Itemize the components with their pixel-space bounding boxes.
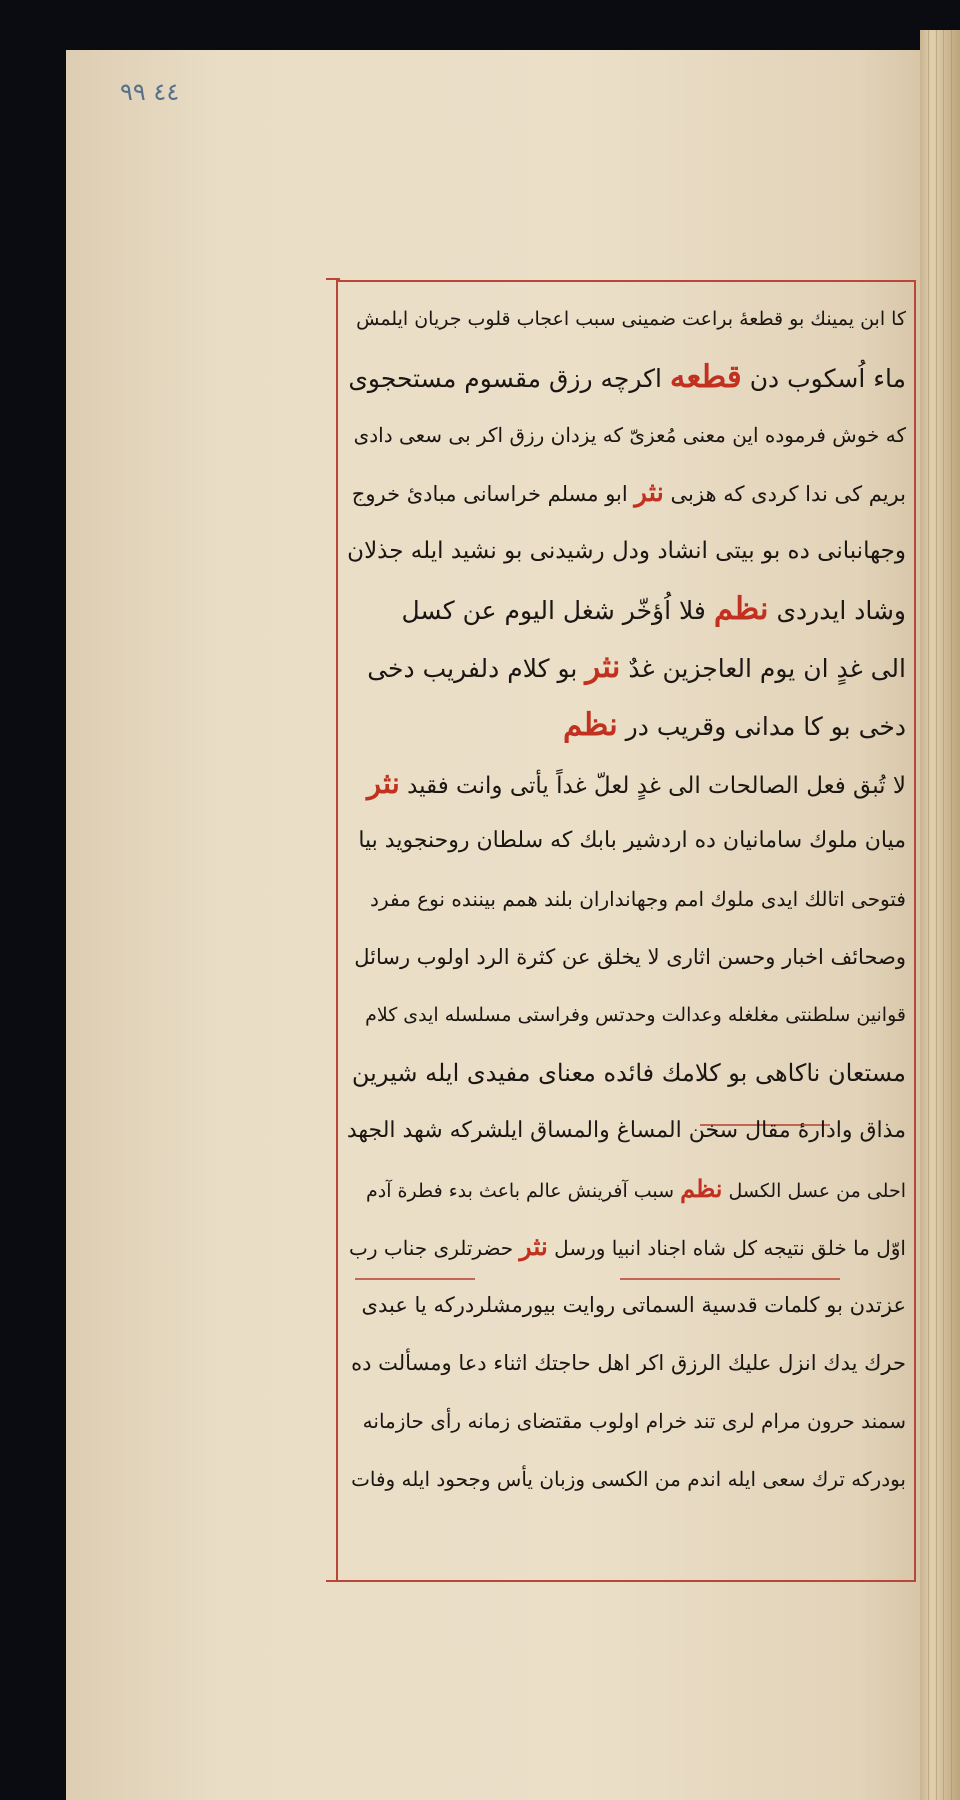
main-text-block xyxy=(346,290,906,1570)
text-line xyxy=(346,870,906,928)
text-line xyxy=(346,696,906,754)
text-segment: میان ملوك سامانیان ده اردشیر بابك که سلطان روحنجوید بیا xyxy=(358,828,906,853)
folio-number: ٤٤ ٩٩ xyxy=(120,78,180,106)
text-line xyxy=(346,522,906,580)
rubric-heading: نظم xyxy=(563,707,618,743)
frame-tick xyxy=(326,278,340,280)
text-segment: سمند حرون مرام لری تند خرام اولوب مقتضای زمانه رأی حازمانه xyxy=(362,1409,906,1433)
text-line xyxy=(346,754,906,812)
text-segment: فتوحی اتالك ایدی ملوك امم وجهانداران بلند همم بیننده نوع مفرد xyxy=(370,887,906,911)
text-segment: ابو مسلم خراسانی مبادیٔ خروج xyxy=(351,482,635,506)
text-segment: مستعان ناکاهی بو کلامك فائده معنای مفیدی ایله شیرین xyxy=(351,1059,906,1087)
rubric-heading: نثر xyxy=(519,1232,548,1261)
text-segment: عزتدن بو کلمات قدسیة السماتی روایت بیورمشلردرکه یا عبدی xyxy=(361,1293,906,1317)
page-edge xyxy=(920,30,960,1800)
text-segment: قوانین سلطنتی مغلغله وعدالت وحدتس وفراستی مسلسله ایدی کلام xyxy=(365,1004,906,1026)
text-segment: بو کلام دلفریب دخی xyxy=(367,654,586,683)
text-segment: مذاق وادارهٔ مقال سخن المساغ والمساق ایلشرکه شهد الجهد xyxy=(346,1118,906,1143)
text-line xyxy=(346,1334,906,1392)
text-line xyxy=(346,986,906,1044)
text-line xyxy=(346,464,906,522)
text-line xyxy=(346,406,906,464)
rubric-heading: قطعه xyxy=(669,359,742,395)
rubric-heading: نثر xyxy=(366,766,400,800)
text-segment: لا تُبق فعل الصالحات الی غدٍ لعلّ غداً یأتی وانت فقید xyxy=(399,773,906,799)
text-line xyxy=(346,1392,906,1450)
text-segment: وجهانبانی ده بو بیتی انشاد ودل رشیدنی بو نشید ایله جذلان xyxy=(347,538,906,564)
text-segment: اوّل ما خلق نتیجه کل شاه اجناد انبیا ورسل xyxy=(547,1236,906,1260)
rubric-heading: نثر xyxy=(634,478,664,508)
text-line xyxy=(346,348,906,406)
text-segment: احلی من عسل الکسل xyxy=(722,1180,906,1202)
text-line xyxy=(346,1044,906,1102)
text-segment: بریم کی ندا کردی که هزبی xyxy=(663,482,906,506)
text-line xyxy=(346,638,906,696)
text-segment: ماء اُسکوب دن xyxy=(741,364,906,393)
text-segment: وشاد ایدردی xyxy=(768,596,906,625)
rubric-heading: نظم xyxy=(713,591,769,627)
text-segment: دخی بو کا مدانی وقریب در xyxy=(617,712,906,741)
text-line xyxy=(346,1218,906,1276)
text-segment: حرك یدك انزل علیك الرزق اکر اهل حاجتك اثناء دعا ومسألت ده xyxy=(351,1351,906,1375)
text-line xyxy=(346,1160,906,1218)
frame-tick xyxy=(326,1580,340,1582)
text-line xyxy=(346,1102,906,1160)
text-segment: بودرکه ترك سعی ایله اندم من الکسی وزبان یأس وجحود ایله وفات xyxy=(351,1467,906,1491)
text-segment: حضرتلری جناب رب xyxy=(349,1236,520,1260)
text-segment: کا ابن یمینك بو قطعهٔ براعت ضمینی سبب اعجاب قلوب جریان ایلمش xyxy=(356,308,906,330)
text-line xyxy=(346,1450,906,1508)
text-line xyxy=(346,580,906,638)
rubric-heading: نظم xyxy=(680,1174,723,1203)
text-segment: که خوش فرموده این معنی مُعزیّ که یزدان رزق اکر بی سعی دادی xyxy=(353,423,906,447)
text-segment: فلا اُؤخّر شغل الیوم عن کسل xyxy=(401,596,714,625)
text-segment: وصحائف اخبار وحسن اثاری لا یخلق عن کثرة الرد اولوب رسائل xyxy=(354,945,906,969)
text-line xyxy=(346,290,906,348)
text-line xyxy=(346,812,906,870)
rubric-heading: نثر xyxy=(585,649,621,685)
text-segment: سبب آفرینش عالم باعث بدء فطرة آدم xyxy=(366,1180,681,1202)
text-line xyxy=(346,1276,906,1334)
text-segment: اکرچه رزق مقسوم مستحجوی xyxy=(348,364,670,393)
text-segment: الی غدٍ ان یوم العاجزین غدٌ xyxy=(620,654,906,683)
text-line xyxy=(346,928,906,986)
